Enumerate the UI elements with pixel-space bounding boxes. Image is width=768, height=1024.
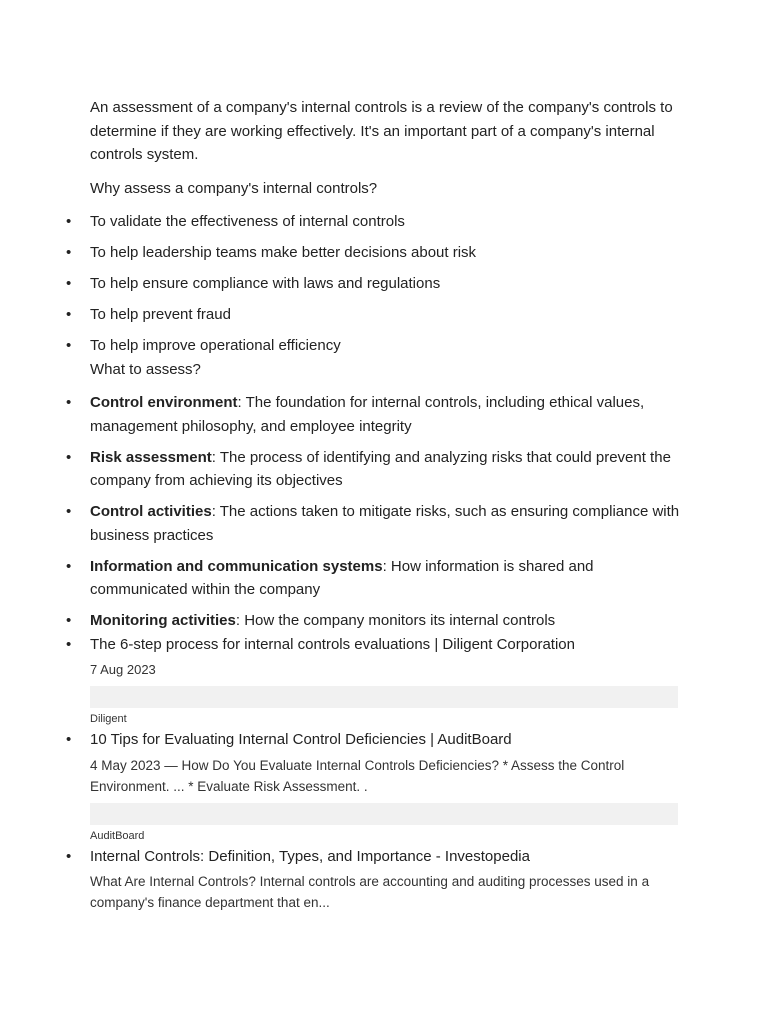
component-item	[0, 609, 682, 633]
source-site-name: AuditBoard	[90, 829, 145, 842]
why-heading: Why assess a company's internal controls?	[90, 179, 378, 197]
source-title-link[interactable]: The 6-step process for internal controls evaluations | Diligent Corporation	[90, 635, 575, 653]
list-item-text: To help ensure compliance with laws and regulations	[90, 275, 441, 292]
component-term: Information and communication systems	[90, 557, 383, 575]
component-item	[0, 555, 682, 602]
bullet-icon: •	[66, 503, 72, 520]
bullet-icon: •	[66, 306, 72, 323]
source-site-name: Diligent	[90, 713, 127, 725]
list-item	[0, 272, 682, 296]
what-heading: What to assess?	[90, 360, 201, 378]
source-link-bar[interactable]	[90, 803, 678, 825]
list-item-text: To help improve operational efficiency	[90, 337, 341, 354]
components-list	[0, 391, 768, 656]
component-term: Risk assessment	[90, 448, 212, 466]
bullet-icon: •	[66, 394, 72, 411]
list-item	[0, 303, 682, 327]
source-list	[0, 728, 768, 752]
why-list	[0, 210, 768, 358]
component-item	[0, 500, 682, 547]
list-item-text: To help leadership teams make better decisions about risk	[90, 244, 477, 261]
list-item	[0, 210, 682, 234]
bullet-icon: •	[66, 448, 72, 466]
intro-paragraph: An assessment of a company's internal controls is a review of the company's controls to determine if they are working effectively. It's an important part of a company's internal controls system.	[90, 99, 673, 163]
list-item-text: To validate the effectiveness of internal controls	[90, 213, 405, 230]
bullet-icon: •	[66, 731, 72, 748]
source-list	[0, 845, 768, 869]
source-item[interactable]	[0, 633, 682, 657]
source-title-link[interactable]: 10 Tips for Evaluating Internal Control Deficiencies | AuditBoard	[90, 731, 512, 748]
source-title-link[interactable]: Internal Controls: Definition, Types, and Importance - Investopedia	[90, 847, 530, 865]
source-snippet: 4 May 2023 — How Do You Evaluate Internal Controls Deficiencies? * Assess the Control Environment. ... * Evaluate Risk Assessment. .	[90, 757, 625, 794]
bullet-icon: •	[66, 213, 72, 230]
component-desc: : The actions taken to mitigate risks, such as ensuring compliance with business practices	[90, 503, 680, 544]
source-item[interactable]	[0, 845, 682, 869]
source-snippet: What Are Internal Controls? Internal controls are accounting and auditing processes used in a company's finance department that en...	[90, 874, 650, 910]
component-desc: : How the company monitors its internal controls	[235, 612, 556, 629]
list-item	[0, 241, 682, 265]
source-item[interactable]	[0, 728, 682, 752]
document-page	[0, 96, 768, 913]
bullet-icon: •	[66, 275, 72, 292]
component-term: Control environment	[90, 394, 238, 411]
list-item-text: To help prevent fraud	[90, 306, 231, 323]
source-snippet: 7 Aug 2023	[90, 662, 156, 677]
component-term: Monitoring activities	[90, 612, 236, 629]
list-item	[0, 334, 682, 358]
component-term: Control activities	[90, 503, 212, 520]
component-desc: : The foundation for internal controls, including ethical values, management philosophy, and employee integrity	[90, 394, 645, 435]
bullet-icon: •	[66, 635, 72, 653]
component-item	[0, 446, 682, 493]
component-desc: : How information is shared and communicated within the company	[90, 557, 594, 598]
source-link-bar[interactable]	[90, 686, 678, 708]
bullet-icon: •	[66, 244, 72, 261]
bullet-icon: •	[66, 847, 72, 865]
bullet-icon: •	[66, 557, 72, 575]
bullet-icon: •	[66, 337, 72, 354]
component-item	[0, 391, 682, 438]
bullet-icon: •	[66, 612, 72, 629]
component-desc: : The process of identifying and analyzing risks that could prevent the company from achieving its objectives	[90, 448, 671, 489]
